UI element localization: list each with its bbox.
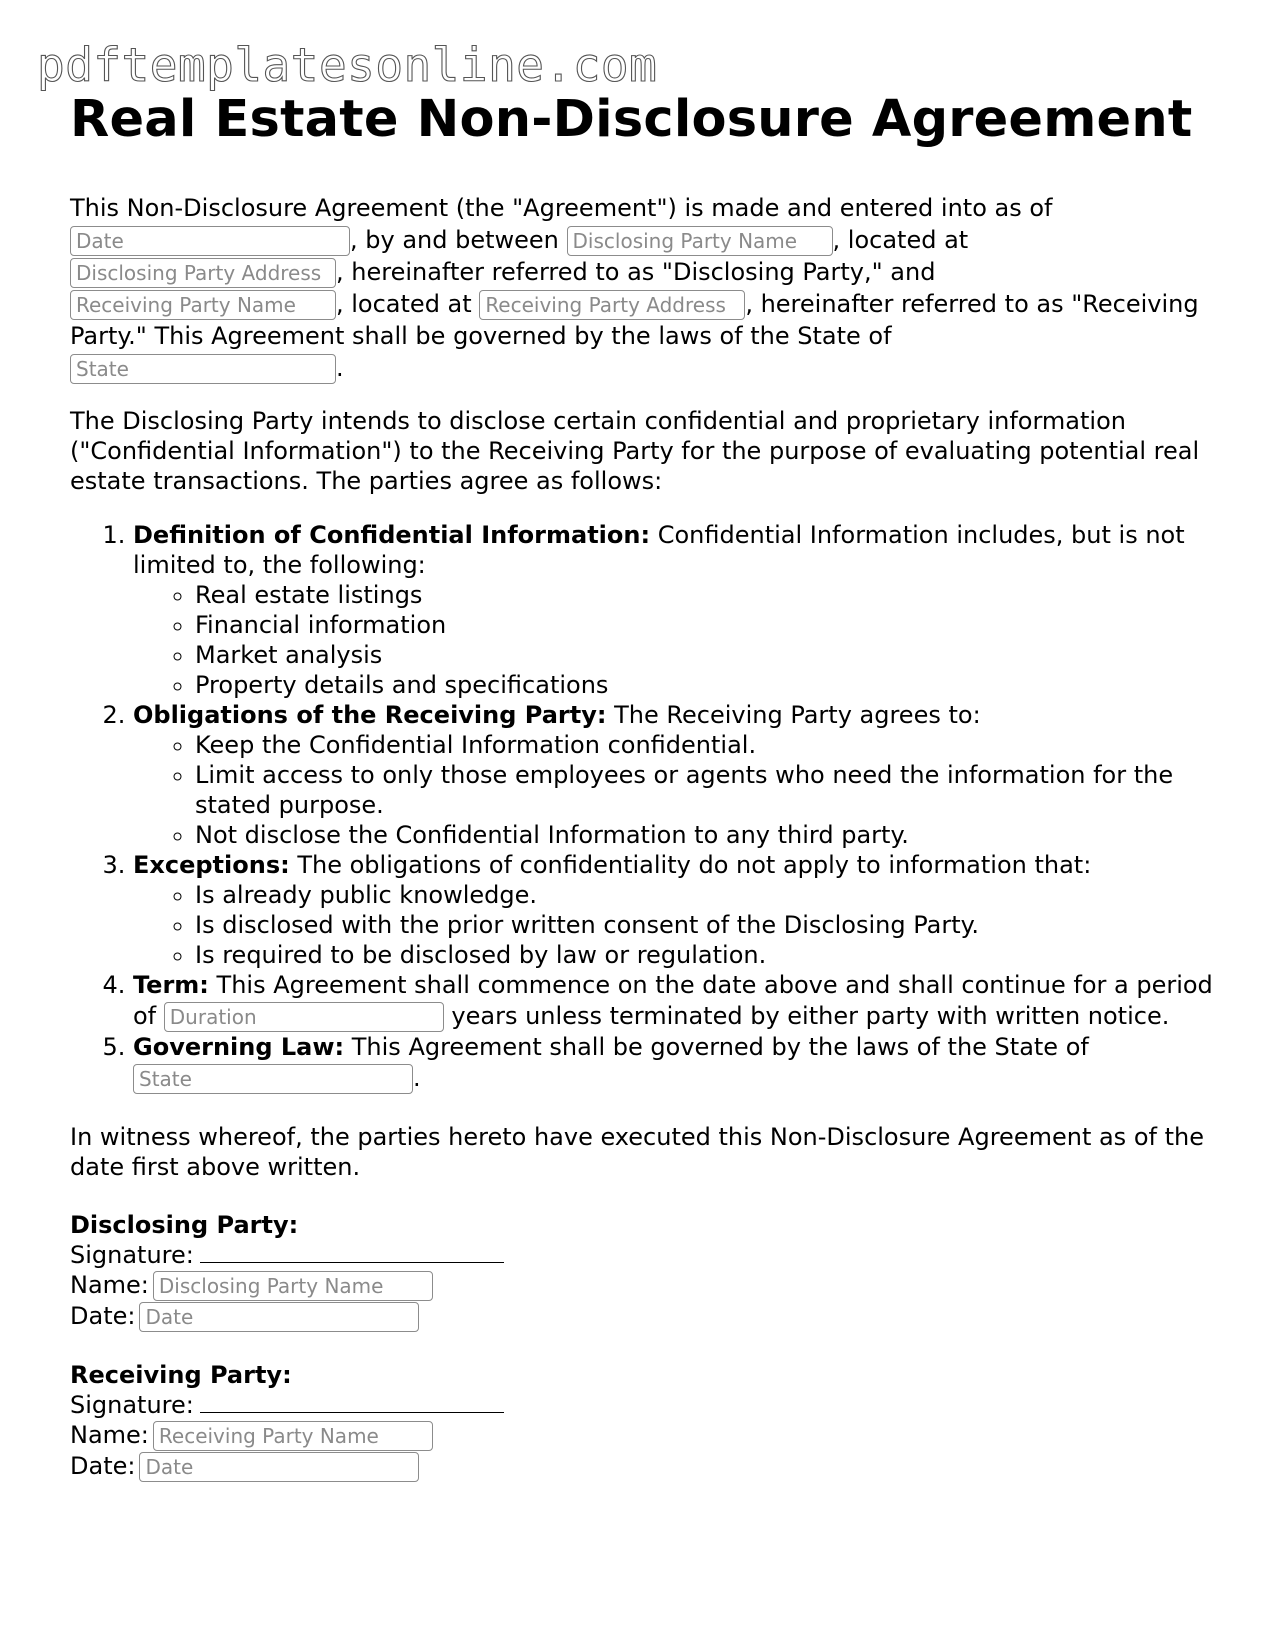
section-text: This Agreement shall be governed by the laws of the State of [344,1033,1089,1061]
duration-field[interactable] [164,1002,444,1032]
section-term [133,970,1220,1032]
disclosing-party-title: Disclosing Party: [70,1211,299,1239]
intro-text-7: . [336,354,344,382]
section-text: Confidential Information includes, but is not limited to, the following: [133,521,1185,579]
agreement-date-field[interactable] [70,226,350,256]
section-obligations [133,700,1220,850]
list-item: ◦ Limit access to only those employees or agents who need the information for the stated purpose. [195,760,1220,820]
section-heading: Term: [133,971,209,999]
intro-text-5: , located at [336,290,472,318]
receiving-party-address-field[interactable] [479,290,745,320]
name-row [70,1420,1220,1451]
signature-label: Signature: [70,1391,194,1419]
terms-list [70,520,1220,1094]
list-item: ◦ Is required to be disclosed by law or regulation. [195,940,1220,970]
list-item: ◦ Market analysis [195,640,1220,670]
witness-paragraph: In witness whereof, the parties hereto have executed this Non-Disclosure Agreement as of the date first above written. [70,1123,1204,1181]
intro-text-1: This Non-Disclosure Agreement (the "Agreement") is made and entered into as of [70,194,1053,222]
date-label: Date: [70,1302,136,1330]
signature-row [70,1390,1220,1420]
intro-text-4: , hereinafter referred to as "Disclosing Party," and [336,258,936,286]
section-governing-law [133,1032,1220,1094]
intro-paragraph [70,192,1220,384]
receiving-signature-line[interactable] [200,1390,504,1413]
signature-label: Signature: [70,1241,194,1269]
list-item: ◦ Not disclose the Confidential Information to any third party. [195,820,1220,850]
date-row [70,1451,1220,1482]
date-row [70,1301,1220,1332]
state-field[interactable] [70,354,336,384]
document [70,84,1220,1482]
disclosing-party-name-field[interactable] [567,226,833,256]
list-item: ◦ Is disclosed with the prior written consent of the Disclosing Party. [195,910,1220,940]
receiving-signature-date-field[interactable] [139,1452,419,1482]
list-item: ◦ Real estate listings [195,580,1220,610]
list-item: ◦ Financial information [195,610,1220,640]
disclosing-party-address-field[interactable] [70,258,336,288]
intro-text-2: , by and between [350,226,559,254]
exception-items [133,880,1220,970]
disclosing-party-block [70,1210,1220,1332]
list-item: ◦ Is already public knowledge. [195,880,1220,910]
receiving-party-block [70,1360,1220,1482]
name-label: Name: [70,1421,149,1449]
section-heading: Obligations of the Receiving Party: [133,701,607,729]
name-row [70,1270,1220,1301]
list-item: ◦ Property details and specifications [195,670,1220,700]
section-definition [133,520,1220,700]
governing-state-field[interactable] [133,1064,413,1094]
section-heading: Exceptions: [133,851,290,879]
section-text: years unless terminated by either party with written notice. [451,1002,1170,1030]
section-exceptions [133,850,1220,970]
disclosing-signature-date-field[interactable] [139,1302,419,1332]
intro-text-3: , located at [832,226,969,254]
receiving-party-title: Receiving Party: [70,1361,292,1389]
name-label: Name: [70,1271,149,1299]
watermark: pdftemplatesonline.com [37,38,658,92]
receiving-signer-name-field[interactable] [153,1421,433,1451]
section-text: This Agreement shall commence on the date above and shall continue for a period of [133,971,1213,1030]
list-item: ◦ Keep the Confidential Information confidential. [195,730,1220,760]
intro-text-6: , hereinafter referred to as "Receiving Party." This Agreement shall be governed by the laws of the State of [70,290,1199,350]
receiving-party-name-field[interactable] [70,290,336,320]
date-label: Date: [70,1452,136,1480]
disclosing-signer-name-field[interactable] [153,1271,433,1301]
section-heading: Definition of Confidential Information: [133,521,651,549]
signature-row [70,1240,1220,1270]
section-text: . [413,1064,421,1092]
page-title: Real Estate Non-Disclosure Agreement [70,90,1193,149]
purpose-paragraph: The Disclosing Party intends to disclose certain confidential and proprietary information ("Confidential Information") to the Receiving Party for the purpose of evaluating potential real estate transactions. The parties agree as follows: [70,407,1200,495]
section-text: The Receiving Party agrees to: [606,701,981,729]
disclosing-signature-line[interactable] [200,1240,504,1263]
section-heading: Governing Law: [133,1033,345,1061]
definition-items [133,580,1220,700]
section-text: The obligations of confidentiality do not apply to information that: [289,851,1092,879]
obligation-items [133,730,1220,850]
